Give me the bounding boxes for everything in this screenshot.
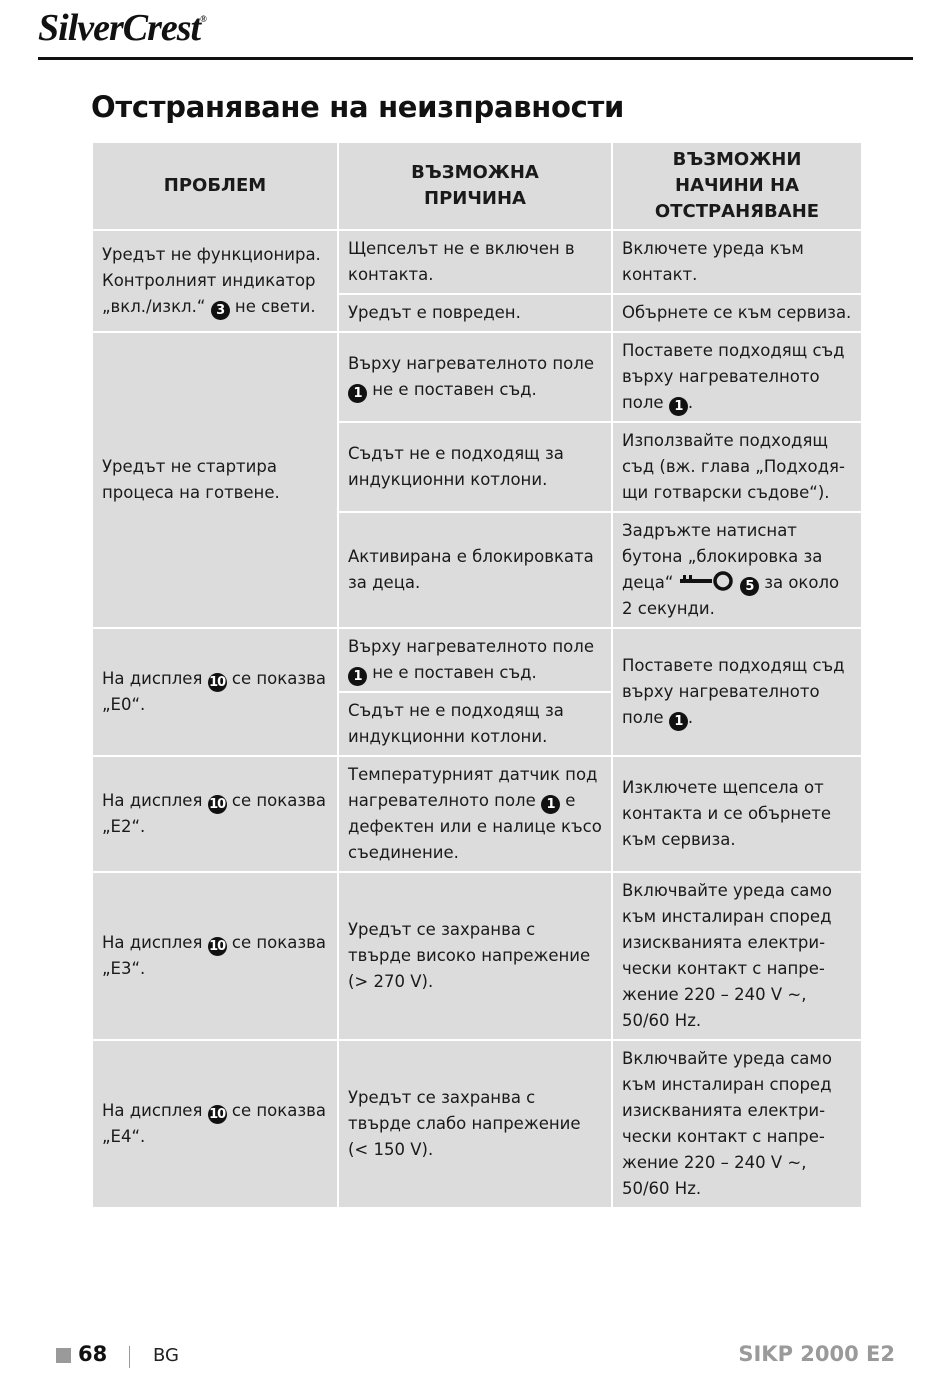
model-name: SIKP 2000 E2: [738, 1342, 895, 1366]
registered-mark: ®: [200, 14, 206, 24]
header-rule: [38, 57, 913, 60]
problem-cell-no-cooking: Уредът не стартира процеса на готвене.: [92, 332, 338, 628]
page-number: 68: [78, 1342, 108, 1366]
display-10-icon: 10: [209, 939, 226, 954]
logo-text: SilverCrest: [38, 7, 201, 49]
problem-cell-e3: На дисплея 10 се показва „E3“.: [92, 872, 338, 1040]
remedy-cell: Обърнете се към сервиза.: [612, 294, 862, 332]
language-code: BG: [153, 1345, 179, 1366]
hotplate-1-icon: 1: [669, 397, 688, 416]
cause-cell: Съдът не е подходящ за индукционни котлони.: [338, 692, 612, 756]
remedy-cell: Включете уреда към контакт.: [612, 230, 862, 294]
display-10-icon: 10: [209, 797, 226, 812]
child-lock-key-icon: [679, 571, 735, 591]
table-row: [92, 230, 862, 294]
troubleshooting-table: [91, 141, 863, 1209]
footer-divider: [129, 1346, 130, 1368]
remedy-cell: Поставете подходящ съд върху нагревателното поле 1 .: [612, 628, 862, 756]
remedy-cell: Поставете подходящ съд върху нагревателното поле 1 .: [612, 332, 862, 422]
cause-cell: Уредът се захранва с твърде високо напрежение (> 270 V).: [338, 872, 612, 1040]
footer-square-icon: [56, 1348, 71, 1363]
problem-cell-e2: На дисплея 10 се показва „E2“.: [92, 756, 338, 872]
cause-cell: Върху нагревателното поле 1 не е поставен съд.: [338, 628, 612, 692]
cause-cell: Върху нагревателното поле 1 не е поставен съд.: [338, 332, 612, 422]
cause-cell: Съдът не е подходящ за индукционни котлони.: [338, 422, 612, 512]
cause-cell: Щепселът не е включен в контакта.: [338, 230, 612, 294]
table-row: [92, 628, 862, 692]
hotplate-1-icon: 1: [669, 712, 688, 731]
cause-cell: Температурният датчик под нагревателното поле 1 е дефектен или е налице късо съединение.: [338, 756, 612, 872]
header-remedy: ВЪЗМОЖНИ НАЧИНИ НА ОТСТРАНЯВАНЕ: [612, 142, 862, 230]
cause-cell: Активирана е блокировката за деца.: [338, 512, 612, 628]
remedy-cell: Включвайте уреда само към инсталиран според изискванията електри-чески контакт с напре-жение 220 – 240 V ~, 50/60 Hz.: [612, 1040, 862, 1208]
remedy-cell: Изключете щепсела от контакта и се обърнете към сервиза.: [612, 756, 862, 872]
brand-logo: [38, 6, 206, 50]
display-10-icon: 10: [209, 675, 226, 690]
indicator-3-icon: 3: [211, 301, 230, 320]
hotplate-1-icon: 1: [541, 795, 560, 814]
header-problem: ПРОБЛЕМ: [92, 142, 338, 230]
table-row: [92, 756, 862, 872]
cause-cell: Уредът е повреден.: [338, 294, 612, 332]
problem-cell-e4: На дисплея 10 се показва „E4“.: [92, 1040, 338, 1208]
hotplate-1-icon: 1: [348, 384, 367, 403]
remedy-cell: Включвайте уреда само към инсталиран според изискванията електри-чески контакт с напре-жение 220 – 240 V ~, 50/60 Hz.: [612, 872, 862, 1040]
hotplate-1-icon: 1: [348, 667, 367, 686]
table-row: [92, 872, 862, 1040]
table-row: [92, 332, 862, 422]
display-10-icon: 10: [209, 1107, 226, 1122]
button-5-icon: 5: [740, 577, 759, 596]
header-cause: ВЪЗМОЖНА ПРИЧИНА: [338, 142, 612, 230]
cause-cell: Уредът се захранва с твърде слабо напрежение (< 150 V).: [338, 1040, 612, 1208]
remedy-cell: Използвайте подходящ съд (вж. глава „Подходя-щи готварски съдове“).: [612, 422, 862, 512]
table-row: [92, 1040, 862, 1208]
table-header-row: [92, 142, 862, 230]
remedy-cell: Задръжте натиснат бутона „блокировка за деца“ 5 за около 2 секунди.: [612, 512, 862, 628]
page-title: Отстраняване на неизправности: [91, 90, 625, 124]
problem-cell-e0: На дисплея 10 се показва „E0“.: [92, 628, 338, 756]
problem-cell-not-working: Уредът не функционира. Контролният индикатор „вкл./изкл.“ 3 не свети.: [92, 230, 338, 332]
